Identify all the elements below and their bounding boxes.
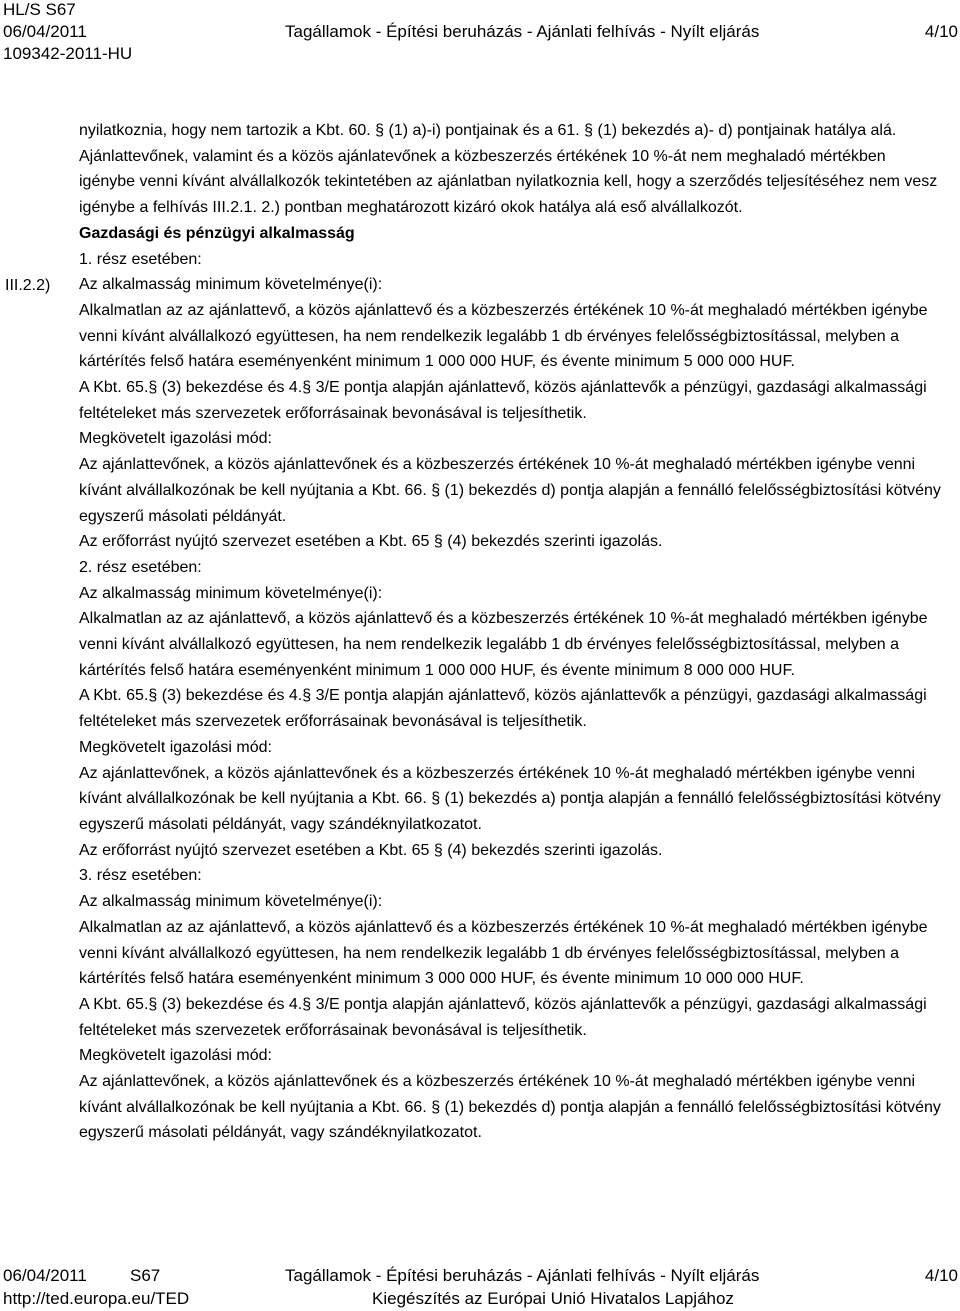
footer-series: S67 xyxy=(130,1266,161,1285)
footer-page-number: 4/10 xyxy=(924,1266,958,1285)
header-doc-id: 109342-2011-HU xyxy=(3,44,133,63)
body-paragraph: Az alkalmasság minimum követelménye(i): xyxy=(79,893,383,911)
body-paragraph: 3. rész esetében: xyxy=(79,867,202,885)
body-paragraph: A Kbt. 65.§ (3) bekezdése és 4.§ 3/E pontja alapján ajánlattevő, közös ajánlattevők a pénzügyi, gazdasági alkalmassági feltételeket más szervezetek erőforrásainak bevonásával is teljesíthetik. xyxy=(79,379,927,422)
footer-title: Tagállamok - Építési beruházás - Ajánlati felhívás - Nyílt eljárás xyxy=(285,1266,760,1285)
section-label: III.2.2) xyxy=(5,277,51,294)
body-paragraph: 1. rész esetében: xyxy=(79,250,202,268)
body-paragraph: nyilatkoznia, hogy nem tartozik a Kbt. 60. § (1) a)-i) pontjainak és a 61. § (1) bekezdés a)- d) pontjainak hatálya alá. xyxy=(79,122,897,139)
body-paragraph: Megkövetelt igazolási mód: xyxy=(79,1047,272,1065)
body-paragraph: Megkövetelt igazolási mód: xyxy=(79,738,272,756)
header-date: 06/04/2011 xyxy=(3,22,87,41)
document-body xyxy=(79,118,944,1146)
section-heading: Gazdasági és pénzügyi alkalmasság xyxy=(79,224,355,242)
body-paragraph: Alkalmatlan az az ajánlattevő, a közös ajánlattevő és a közbeszerzés értékének 10 %-át meghaladó mértékben igénybe venni kívánt alvállalkozó együttesen, ha nem rendelkezik legalább 1 db érvényes felelősségbiztosítással, melyben a kártérítés felső határa eseményenként minimum 1 000 000 HUF, és évente minimum 8 000 000 HUF. xyxy=(79,610,928,679)
footer-url-link[interactable]: http://ted.europa.eu/TED xyxy=(3,1289,190,1308)
body-paragraph: 2. rész esetében: xyxy=(79,558,202,576)
body-paragraph: A Kbt. 65.§ (3) bekezdése és 4.§ 3/E pontja alapján ajánlattevő, közös ajánlattevők a pénzügyi, gazdasági alkalmassági feltételeket más szervezetek erőforrásainak bevonásával is teljesíthetik. xyxy=(79,995,927,1039)
body-paragraph: Az ajánlattevőnek, a közös ajánlattevőnek és a közbeszerzés értékének 10 %-át meghaladó mértékben igénybe venni kívánt alvállalkozónak be kell nyújtania a Kbt. 66. § (1) bekezdés d) pontja alapján a fennálló felelősségbiztosítási kötvény egyszerű másolati példányát. xyxy=(79,456,941,525)
header-page-number: 4/10 xyxy=(924,22,958,41)
body-paragraph: Megkövetelt igazolási mód: xyxy=(79,430,272,448)
body-paragraph: Az ajánlattevőnek, a közös ajánlattevőnek és a közbeszerzés értékének 10 %-át meghaladó mértékben igénybe venni kívánt alvállalkozónak be kell nyújtania a Kbt. 66. § (1) bekezdés d) pontja alapján a fennálló felelősségbiztosítási kötvény egyszerű másolati példányát, vagy szándéknyilatkozatot. xyxy=(79,1073,941,1142)
footer-date: 06/04/2011 xyxy=(3,1266,87,1285)
body-paragraph: A Kbt. 65.§ (3) bekezdése és 4.§ 3/E pontja alapján ajánlattevő, közös ajánlattevők a pénzügyi, gazdasági alkalmassági feltételeket más szervezetek erőforrásainak bevonásával is teljesíthetik. xyxy=(79,687,927,731)
body-paragraph: Az erőforrást nyújtó szervezet esetében a Kbt. 65 § (4) bekezdés szerinti igazolás. xyxy=(79,533,663,551)
body-paragraph: Alkalmatlan az az ajánlattevő, a közös ajánlattevő és a közbeszerzés értékének 10 %-át meghaladó mértékben igénybe venni kívánt alvállalkozó együttesen, ha nem rendelkezik legalább 1 db érvényes felelősségbiztosítással, melyben a kártérítés felső határa eseményenként minimum 1 000 000 HUF, és évente minimum 5 000 000 HUF. xyxy=(79,301,928,371)
footer-publication: Kiegészítés az Európai Unió Hivatalos Lapjához xyxy=(372,1289,734,1308)
body-paragraph: Az alkalmasság minimum követelménye(i): xyxy=(79,584,383,602)
body-paragraph: Az alkalmasság minimum követelménye(i): xyxy=(79,276,383,294)
page-header xyxy=(3,0,958,75)
header-series: HL/S S67 xyxy=(3,0,76,19)
header-title: Tagállamok - Építési beruházás - Ajánlati felhívás - Nyílt eljárás xyxy=(285,22,760,41)
page-footer xyxy=(3,1264,958,1311)
body-paragraph: Alkalmatlan az az ajánlattevő, a közös ajánlattevő és a közbeszerzés értékének 10 %-át meghaladó mértékben igénybe venni kívánt alvállalkozó együttesen, ha nem rendelkezik legalább 1 db érvényes felelősségbiztosítással, melyben a kártérítés felső határa eseményenként minimum 3 000 000 HUF, és évente minimum 10 000 000 HUF. xyxy=(79,918,928,988)
body-paragraph: Ajánlattevőnek, valamint és a közös ajánlatevőnek a közbeszerzés értékének 10 %-át nem meghaladó mértékben igénybe venni kívánt alvállalkozók tekintetében az ajánlatban nyilatkoznia kell, hogy a szerződés teljesítéséhez nem vesz igénybe a felhívás III.2.1. 2.) pontban meghatározott kizáró okok hatálya alá eső alvállalkozót. xyxy=(79,147,938,217)
body-paragraph: Az ajánlattevőnek, a közös ajánlattevőnek és a közbeszerzés értékének 10 %-át meghaladó mértékben igénybe venni kívánt alvállalkozónak be kell nyújtania a Kbt. 66. § (1) bekezdés a) pontja alapján a fennálló felelősségbiztosítási kötvény egyszerű másolati példányát, vagy szándéknyilatkozatot. xyxy=(79,764,941,833)
body-paragraph: Az erőforrást nyújtó szervezet esetében a Kbt. 65 § (4) bekezdés szerinti igazolás. xyxy=(79,841,663,859)
